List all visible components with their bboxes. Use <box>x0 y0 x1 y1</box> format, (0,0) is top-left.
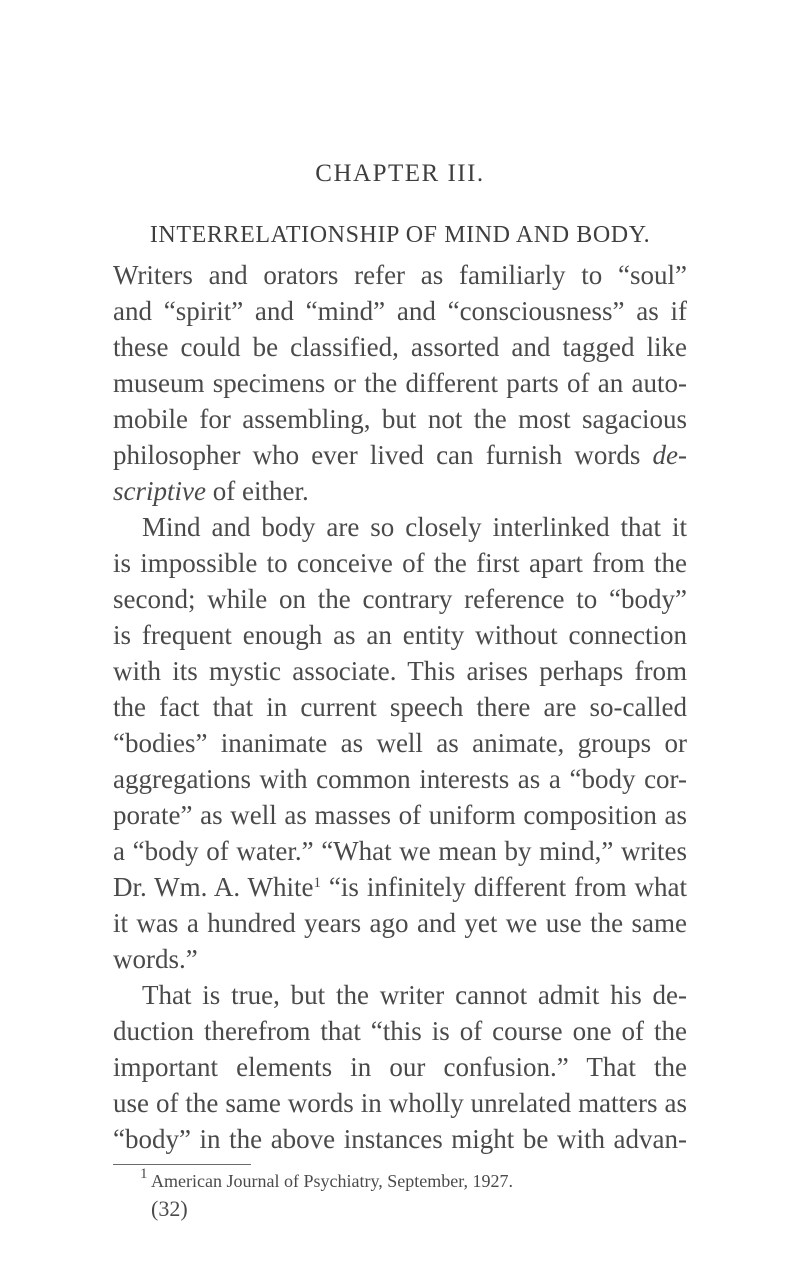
text-line: the fact that in current speech there are so-called <box>113 692 687 722</box>
italic-text: de- <box>652 440 688 470</box>
text-line: “body” in the above instances might be with advan- <box>113 1124 687 1154</box>
italic-text: scriptive <box>113 476 206 506</box>
text-line: with its mystic associate. This arises perhaps from <box>113 656 687 686</box>
footnote-marker: 1 <box>140 1166 148 1182</box>
footnote-text: American Journal of Psychiatry, September, 1927. <box>151 1171 514 1191</box>
footnote-ref: 1 <box>313 875 321 891</box>
text-line <box>113 473 309 509</box>
text-line: Mind and body are so closely interlinked that it <box>142 512 687 542</box>
text-line: important elements in our confusion.” That the <box>113 1052 687 1082</box>
text-line <box>113 869 687 905</box>
text-line: it was a hundred years ago and yet we use the same <box>113 908 687 938</box>
text-run: of either. <box>205 476 309 506</box>
text-run: “is infinitely different from what <box>321 872 687 902</box>
page-number: (32) <box>151 1196 188 1221</box>
text-line: these could be classified, assorted and tagged like <box>113 332 687 362</box>
footnote <box>140 1166 514 1192</box>
text-line: a “body of water.” “What we mean by mind,” writes <box>113 836 687 866</box>
text-line: museum specimens or the different parts of an auto- <box>113 368 687 398</box>
text-line: use of the same words in wholly unrelated matters as <box>113 1088 687 1118</box>
text-line: and “spirit” and “mind” and “consciousness” as if <box>113 296 687 326</box>
text-line: second; while on the contrary reference to “body” <box>113 584 687 614</box>
text-run: Dr. Wm. A. White <box>113 872 314 902</box>
chapter-title: INTERRELATIONSHIP OF MIND AND BODY. <box>149 222 651 248</box>
text-line <box>113 437 687 473</box>
text-run: philosopher who ever lived can furnish words <box>113 440 641 470</box>
text-line: aggregations with common interests as a “body cor- <box>113 764 687 794</box>
text-line: is impossible to conceive of the first apart from the <box>113 548 687 578</box>
footnote-rule <box>113 1164 251 1165</box>
text-line: “bodies” inanimate as well as animate, groups or <box>113 728 687 758</box>
text-line: That is true, but the writer cannot admit his de- <box>142 980 687 1010</box>
text-line: Writers and orators refer as familiarly to “soul” <box>113 260 687 290</box>
text-line: duction therefrom that “this is of course one of the <box>113 1016 687 1046</box>
text-line: porate” as well as masses of uniform composition as <box>113 800 687 830</box>
text-line: mobile for assembling, but not the most sagacious <box>113 404 687 434</box>
text-line: is frequent enough as an entity without connection <box>113 620 687 650</box>
text-line: words.” <box>113 944 198 974</box>
chapter-heading: CHAPTER III. <box>315 160 485 187</box>
